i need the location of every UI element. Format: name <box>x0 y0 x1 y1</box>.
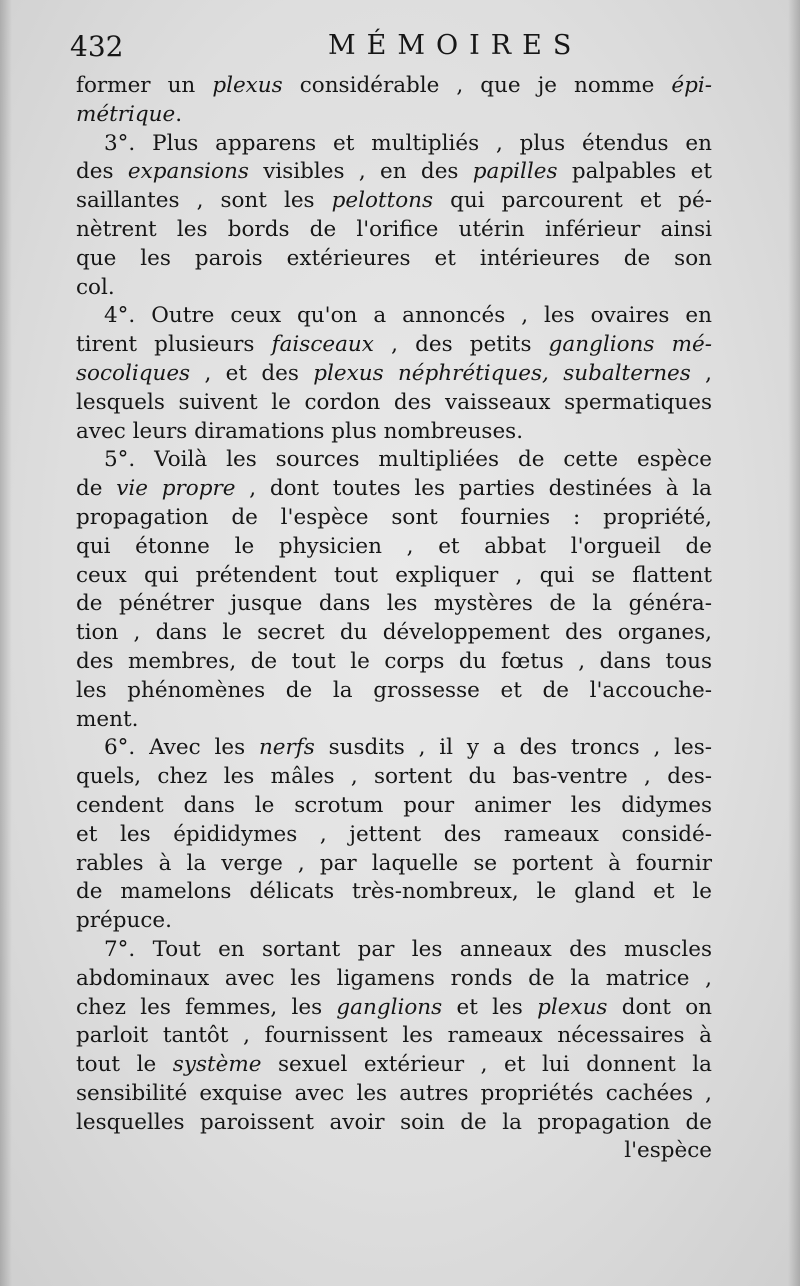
text-segment: de mamelons délicats très-nombreux, le gland et le <box>76 879 712 905</box>
text-line <box>76 590 712 619</box>
text-line <box>76 763 712 792</box>
text-line <box>76 130 712 159</box>
italic-term: papilles <box>472 159 558 185</box>
italic-term: métrique <box>76 101 176 127</box>
text-line <box>76 1137 712 1166</box>
text-segment: l'espèce <box>624 1138 712 1164</box>
text-segment: parloit tantôt , fournissent les rameaux nécessaires à <box>76 1023 712 1049</box>
text-line <box>76 648 712 677</box>
text-line <box>76 389 712 418</box>
text-segment: cendent dans le scrotum pour animer les didymes <box>76 792 712 818</box>
text-segment: et les épididymes , jettent des rameaux considé- <box>76 821 712 847</box>
text-line <box>76 504 712 533</box>
text-segment: que les parois extérieures et intérieures de son <box>76 245 712 271</box>
page-number: 432 <box>70 30 124 63</box>
text-segment: 7°. Tout en sortant par les anneaux des muscles <box>104 936 712 962</box>
text-segment: 4°. Outre ceux qu'on a annoncés , les ovaires en <box>104 303 712 329</box>
text-segment: sexuel extérieur , et lui donnent la <box>261 1052 712 1078</box>
text-line <box>76 331 712 360</box>
text-segment: . <box>175 101 183 127</box>
text-segment: de <box>76 476 117 502</box>
text-line <box>76 245 712 274</box>
text-segment: des membres, de tout le corps du fœtus , dans tous <box>76 648 712 674</box>
text-line <box>76 792 712 821</box>
italic-term: faisceaux <box>271 332 374 358</box>
text-segment: 5°. Voilà les sources multipliées de cette espèce <box>104 447 712 473</box>
text-segment: considérable , que je nomme <box>282 73 672 98</box>
text-segment: de pénétrer jusque dans les mystères de la généra- <box>76 591 712 617</box>
italic-term: pelottons <box>331 188 434 214</box>
text-line <box>76 1022 712 1051</box>
text-line <box>76 101 712 130</box>
text-line <box>76 936 712 965</box>
text-line <box>76 619 712 648</box>
page-header <box>70 28 720 68</box>
text-line <box>76 706 712 735</box>
body-text <box>76 72 712 1166</box>
text-segment: , des petits <box>373 332 549 358</box>
text-segment: ment. <box>76 706 139 732</box>
text-line <box>76 1109 712 1138</box>
text-line <box>76 907 712 936</box>
text-line <box>76 734 712 763</box>
text-segment: tout le <box>76 1052 173 1078</box>
text-segment: , <box>690 360 712 386</box>
text-line <box>76 821 712 850</box>
text-line <box>76 850 712 879</box>
text-segment: , et des <box>190 360 314 386</box>
text-line <box>76 994 712 1023</box>
text-line <box>76 360 712 389</box>
text-line <box>76 533 712 562</box>
text-line <box>76 475 712 504</box>
text-segment: 3°. Plus apparens et multipliés , plus étendus en <box>104 130 712 156</box>
text-line <box>76 878 712 907</box>
text-line <box>76 302 712 331</box>
italic-term: nerfs <box>258 735 315 761</box>
italic-term: vie propre <box>116 476 236 502</box>
text-segment: 6°. Avec les <box>104 735 259 761</box>
italic-term: plexus <box>537 994 608 1020</box>
text-line <box>76 1051 712 1080</box>
text-segment: qui étonne le physicien , et abbat l'orgueil de <box>76 533 712 559</box>
text-segment: quels, chez les mâles , sortent du bas-ventre , des- <box>76 764 712 790</box>
text-line <box>76 72 712 101</box>
italic-term: ganglions mé- <box>548 332 712 358</box>
text-segment: sensibilité exquise avec les autres propriétés cachées , <box>76 1080 712 1106</box>
text-segment: dont on <box>607 994 713 1020</box>
italic-term: socoliques <box>76 360 191 386</box>
text-segment: avec leurs diramations plus nombreuses. <box>76 418 524 444</box>
text-segment: les phénomènes de la grossesse et de l'accouche- <box>76 677 712 703</box>
text-segment: rables à la verge , par laquelle se portent à fournir <box>76 850 712 876</box>
text-segment: lesquels suivent le cordon des vaisseaux spermatiques <box>76 389 712 415</box>
text-segment: tirent plusieurs <box>76 332 272 358</box>
italic-term: plexus néphrétiques, subalternes <box>313 360 691 386</box>
text-segment: prépuce. <box>76 908 172 934</box>
text-line <box>76 158 712 187</box>
text-segment: qui parcourent et pé- <box>433 188 712 214</box>
text-line <box>76 418 712 447</box>
italic-term: épi- <box>671 73 712 98</box>
text-segment: des <box>76 159 128 185</box>
text-line <box>76 1080 712 1109</box>
italic-term: ganglions <box>336 994 443 1020</box>
text-line <box>76 216 712 245</box>
text-segment: palpables et <box>557 159 712 185</box>
text-segment: former un <box>76 73 213 98</box>
text-segment: visibles , en des <box>248 159 473 185</box>
text-segment: saillantes , sont les <box>76 188 332 214</box>
text-segment: chez les femmes, les <box>76 994 337 1020</box>
text-segment: propagation de l'espèce sont fournies : propriété, <box>76 504 712 530</box>
italic-term: système <box>172 1052 262 1078</box>
text-segment: lesquelles paroissent avoir soin de la propagation de <box>76 1109 712 1135</box>
text-line <box>76 677 712 706</box>
text-line <box>76 562 712 591</box>
text-line <box>76 274 712 303</box>
text-line <box>76 187 712 216</box>
text-segment: et les <box>442 994 538 1020</box>
running-head: MÉMOIRES <box>328 30 583 61</box>
text-segment: abdominaux avec les ligamens ronds de la matrice , <box>76 965 712 991</box>
text-segment: tion , dans le secret du développement des organes, <box>76 620 712 646</box>
text-segment: col. <box>76 274 115 300</box>
text-segment: ceux qui prétendent tout expliquer , qui se flattent <box>76 562 712 588</box>
italic-term: plexus <box>212 73 283 98</box>
text-line <box>76 965 712 994</box>
page-gutter-shadow <box>0 0 12 1286</box>
text-segment: nètrent les bords de l'orifice utérin inférieur ainsi <box>76 216 712 242</box>
text-line <box>76 446 712 475</box>
page-edge-shadow <box>788 0 800 1286</box>
text-segment: susdits , il y a des troncs , les- <box>314 735 712 761</box>
text-segment: , dont toutes les parties destinées à la <box>235 476 712 502</box>
italic-term: expansions <box>127 159 249 185</box>
